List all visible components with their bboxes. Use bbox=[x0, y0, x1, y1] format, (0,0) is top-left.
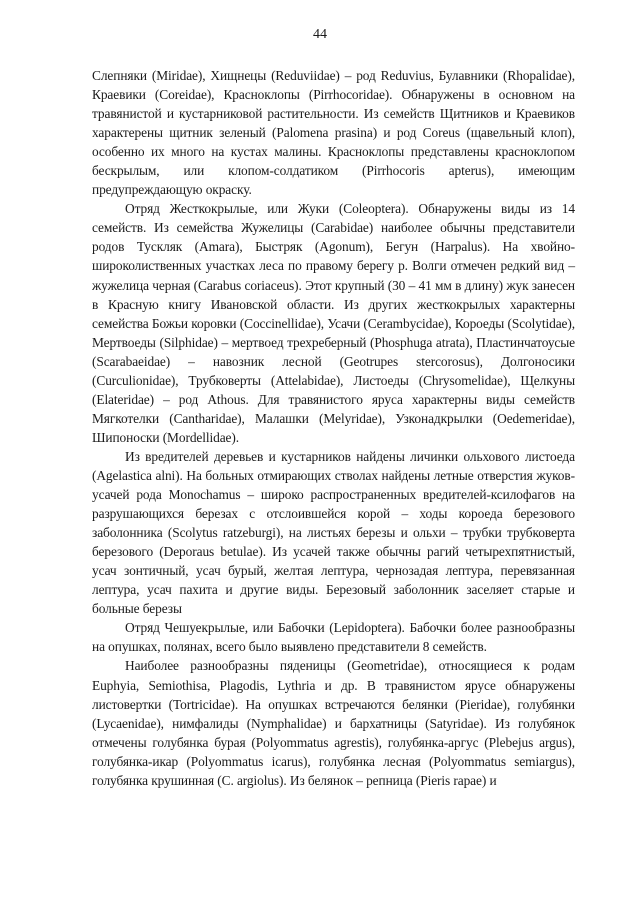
page-number: 44 bbox=[313, 27, 327, 42]
paragraph-tree-pests: Из вредителей деревьев и кустарников найдены личинки ольхового листоеда (Agelastica alni). На больных отмирающих стволах найдены летные отверстия жуков-усачей рода Monochamus – широко распространенных вредителей-ксилофагов на разрушающихся березах с отслоившейся корой – ходы короеда березового заболонника (Scolytus ratzeburgi), на листьях березы и ольхи – трубки трубковерта березового (Deporaus betulae). Из усачей также обычны рагий четырехпятнистый, усач зонтичный, усач бурый, желтая лептура, чернозадая лептура, перевязанная лептура, усач пахита и другие виды. Березовый заболонник заселяет старые и больные березы bbox=[92, 448, 575, 617]
paragraph-geometridae: Наиболее разнообразны пяденицы (Geometridae), относящиеся к родам Euphyia, Semiothisa, Plagodis, Lythria и др. В травянистом ярусе обнаружены листовертки (Tortricidae). На опушках встречаются белянки (Pieridae), голубянки (Lycaenidae), нимфалиды (Nymphalidae) и бархатницы (Satyridae). Из голубянок отмечены голубянка бурая (Polyommatus agrestis), голубянка-аргус (Plebejus argus), голубянка-икар (Polyommatus icarus), голубянка лесная (Polyommatus semiargus), голубянка крушинная (C. argiolus). Из белянок – репница (Pieris rapae) и bbox=[92, 658, 575, 788]
paragraph-lepidoptera: Отряд Чешуекрылые, или Бабочки (Lepidoptera). Бабочки более разнообразны на опушках, полянах, всего было выявлено представители 8 семейств. bbox=[92, 620, 575, 655]
body-text bbox=[92, 66, 575, 790]
paragraph-coleoptera: Отряд Жесткокрылые, или Жуки (Coleoptera). Обнаружены виды из 14 семейств. Из семейства Жужелицы (Carabidae) наиболее обычны представители родов Тускляк (Amara), Быстряк (Agonum), Бегун (Harpalus). На хвойно-широколиственных участках леса по правому берегу р. Волги отмечен редкий вид – жужелица черная (Carabus coriaceus). Этот крупный (30 – 41 мм в длину) жук занесен в Красную книгу Ивановской области. Из других жесткокрылых характерны семейства Божьи коровки (Coccinellidae), Усачи (Cerambycidae), Короеды (Scolytidae), Мертвоеды (Silphidae) – мертвоед трехреберный (Phosphuga atrata), Пластинчатоусые (Scarabaeidae) – навозник лесной (Geotrupes stercorosus), Долгоносики (Curculionidae), Трубковерты (Attelabidae), Листоеды (Chrysomelidae), Щелкуны (Elateridae) – род Athous. Для травянистого яруса характерны виды семейств Мягкотелки (Cantharidae), Малашки (Melyridae), Узконадкрылки (Oedemeridae), Шипоноски (Mordellidae). bbox=[92, 201, 575, 445]
paragraph-hemiptera-continued: Слепняки (Miridae), Хищнецы (Reduviidae) – род Reduvius, Булавники (Rhopalidae), Краевики (Coreidae), Красноклопы (Pirrhocoridae). Обнаружены в основном на травянистой и кустарниковой растительности. Из семейств Щитников и Краевиков характерены щитник зеленый (Palomena prasina) и род Coreus (щавельный клоп), особенно их много на кустах малины. Красноклопы представлены красноклопом бескрылым, или клопом-солдатиком (Pirrhocoris apterus), имеющим предупреждающую окраску. bbox=[92, 68, 575, 198]
